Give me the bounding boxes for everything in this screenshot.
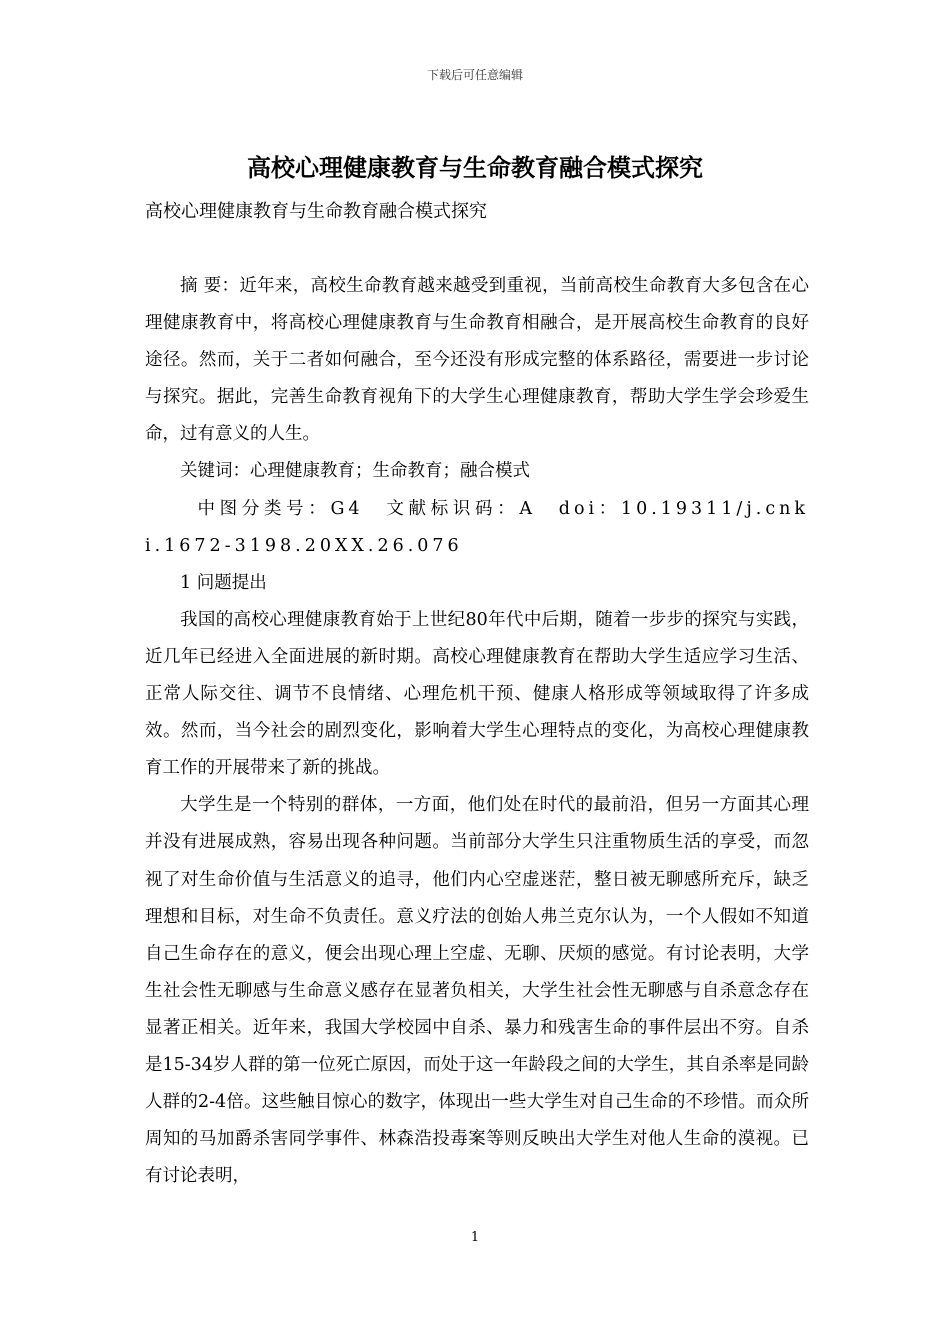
document-subtitle: 高校心理健康教育与生命教育融合模式探究	[145, 201, 487, 222]
body-paragraph: 我国的高校心理健康教育始于上世纪80年代中后期，随着一步步的探究与实践，近几年已经进入全面进展的新时期。高校心理健康教育在帮助大学生适应学习生活、正常人际交往、调节不良情绪、心理危机干预、健康人格形成等领域取得了许多成效。然而，当今社会的剧烈变化，影响着大学生心理特点的变化，为高校心理健康教育工作的开展带来了新的挑战。	[145, 609, 809, 779]
page-number: 1	[470, 1230, 480, 1245]
header-note: 下载后可任意编辑	[426, 68, 523, 82]
body-paragraph: 大学生是一个特别的群体，一方面，他们处在时代的最前沿，但另一方面其心理并没有进展成熟，容易出现各种问题。当前部分大学生只注重物质生活的享受，而忽视了对生命价值与生活意义的追寻，他们内心空虚迷茫，整日被无聊感所充斥，缺乏理想和目标，对生命不负责任。意义疗法的创始人弗兰克尔认为，一个人假如不知道自己生命存在的意义，便会出现心理上空虚、无聊、厌烦的感觉。有讨论表明，大学生社会性无聊感与生命意义感存在显著负相关，大学生社会性无聊感与自杀意念存在显著正相关。近年来，我国大学校园中自杀、暴力和残害生命的事件层出不穷。自杀是15-34岁人群的第一位死亡原因，而处于这一年龄段之间的大学生，其自杀率是同龄人群的2-4倍。这些触目惊心的数字，体现出一些大学生对自己生命的不珍惜。而众所周知的马加爵杀害同学事件、林森浩投毒案等则反映出大学生对他人生命的漠视。已有讨论表明，	[145, 795, 809, 1187]
document-title: 高校心理健康教育与生命教育融合模式探究	[247, 153, 703, 182]
classification-line: 中图分类号：G4 文献标识码：A doi：10.19311/j.cnki.1672-3198.20XX.26.076	[145, 498, 809, 556]
section-heading: 1 问题提出	[180, 572, 267, 593]
keywords-line: 关键词：心理健康教育；生命教育；融合模式	[180, 461, 530, 482]
abstract-paragraph: 摘 要：近年来，高校生命教育越来越受到重视，当前高校生命教育大多包含在心理健康教育中，将高校心理健康教育与生命教育相融合，是开展高校生命教育的良好途径。然而，关于二者如何融合，至今还没有形成完整的体系路径，需要进一步讨论与探究。据此，完善生命教育视角下的大学生心理健康教育，帮助大学生学会珍爱生命，过有意义的人生。	[145, 276, 809, 445]
document-body	[145, 268, 809, 1195]
